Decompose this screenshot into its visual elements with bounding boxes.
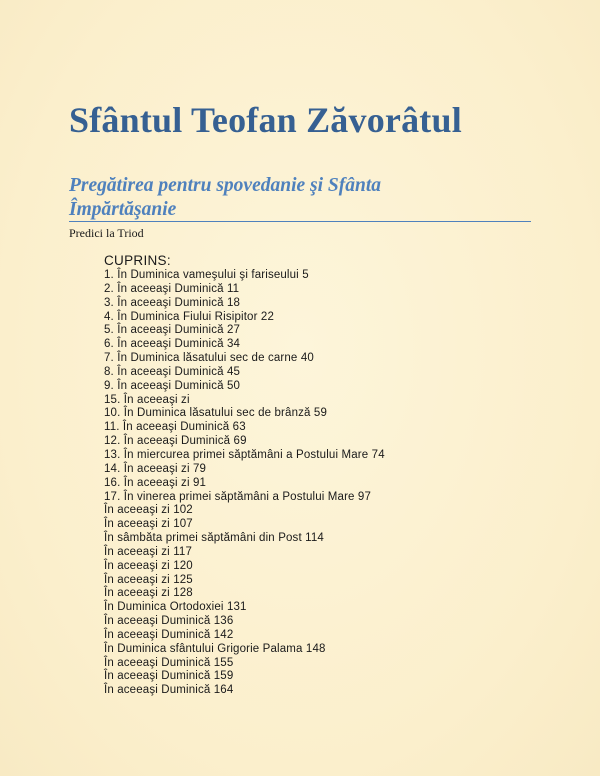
toc-item[interactable]: În aceeaşi zi 128 [104, 587, 193, 600]
toc-item[interactable]: În Duminica sfântului Grigorie Palama 148 [104, 642, 326, 655]
toc-item[interactable]: În aceeaşi Duminică 164 [104, 684, 234, 697]
toc-item[interactable]: 1. În Duminica vameşului şi fariseului 5 [104, 269, 309, 281]
document-source: Predici la Triod [69, 226, 144, 240]
toc-item[interactable]: 9. În aceeaşi Duminică 50 [104, 379, 241, 392]
toc-item[interactable]: 13. În miercurea primei săptămâni a Postului Mare 74 [104, 448, 385, 461]
toc-item[interactable]: În aceeaşi Duminică 136 [104, 615, 234, 628]
toc-item[interactable]: 16. În aceeaşi zi 91 [104, 476, 207, 489]
document-subtitle: Pregătirea pentru spovedanie şi Sfânta Împărtăşanie [69, 175, 382, 220]
subtitle-underline [69, 221, 531, 222]
toc-item[interactable]: În aceeaşi zi 107 [104, 518, 193, 531]
toc-item[interactable]: 10. În Duminica lăsatului sec de brânză 59 [104, 407, 328, 420]
toc-item[interactable]: 12. În aceeaşi Duminică 69 [104, 435, 247, 448]
toc-item[interactable]: În sâmbăta primei săptămâni din Post 114 [104, 532, 324, 545]
toc-item[interactable]: 3. În aceeaşi Duminică 18 [104, 296, 241, 309]
toc-list [104, 269, 385, 698]
table-of-contents [104, 253, 385, 698]
toc-item[interactable]: 4. În Duminica Fiului Risipitor 22 [104, 310, 274, 323]
toc-item[interactable]: 17. În vinerea primei săptămâni a Postului Mare 97 [104, 490, 372, 503]
toc-item[interactable]: În aceeaşi zi 117 [104, 545, 193, 558]
toc-item[interactable]: În aceeaşi zi 102 [104, 504, 193, 517]
toc-item[interactable]: În aceeaşi Duminică 142 [104, 628, 234, 641]
toc-item[interactable]: În aceeaşi zi 120 [104, 559, 193, 572]
toc-item[interactable]: În aceeaşi Duminică 155 [104, 656, 234, 669]
toc-item[interactable]: 2. În aceeaşi Duminică 11 [104, 282, 240, 295]
toc-item[interactable]: 11. În aceeaşi Duminică 63 [104, 421, 246, 434]
toc-item[interactable]: În Duminica Ortodoxiei 131 [104, 601, 247, 614]
document-title: Sfântul Teofan Zăvorâtul [69, 100, 462, 140]
toc-item[interactable]: În aceeaşi zi 125 [104, 573, 193, 586]
toc-item[interactable]: 14. În aceeaşi zi 79 [104, 462, 207, 475]
toc-heading: CUPRINS: [104, 253, 171, 268]
toc-item[interactable]: 15. În aceeaşi zi [104, 393, 190, 406]
toc-item[interactable]: 6. În aceeaşi Duminică 34 [104, 338, 241, 351]
toc-item[interactable]: 8. În aceeaşi Duminică 45 [104, 365, 241, 378]
toc-item[interactable]: 7. În Duminica lăsatului sec de carne 40 [104, 352, 314, 365]
toc-item[interactable]: În aceeaşi Duminică 159 [104, 670, 234, 683]
toc-item[interactable]: 5. În aceeaşi Duminică 27 [104, 324, 241, 337]
